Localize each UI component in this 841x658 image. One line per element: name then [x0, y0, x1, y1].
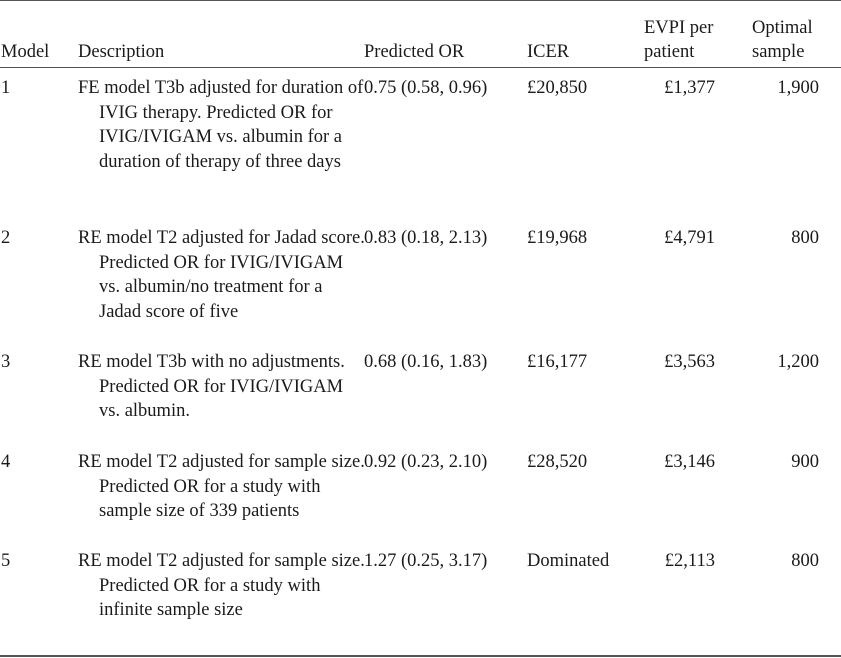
table-top-rule	[0, 0, 841, 1]
row-icer: £19,968	[527, 228, 588, 248]
row-optimal-sample: 800	[791, 228, 819, 248]
header-predicted-or: Predicted OR	[364, 42, 465, 63]
row-description: RE model T2 adjusted for sample size. Predicted OR for a study with sample size of 339 patients	[78, 452, 365, 522]
header-evpi-line2: patient	[644, 42, 695, 63]
header-icer: ICER	[527, 42, 570, 63]
row-model: 2	[1, 228, 11, 248]
header-optimal-line2: sample	[752, 42, 805, 63]
header-evpi	[644, 16, 734, 65]
row-description: RE model T2 adjusted for sample size. Predicted OR for a study with infinite sample size	[78, 551, 365, 621]
row-icer: £20,850	[527, 78, 588, 98]
row-icer: £16,177	[527, 352, 588, 372]
row-evpi: £1,377	[664, 78, 715, 98]
row-predicted-or: 1.27 (0.25, 3.17)	[364, 551, 488, 571]
row-evpi: £2,113	[664, 551, 715, 571]
row-predicted-or: 0.83 (0.18, 2.13)	[364, 228, 488, 248]
header-evpi-line1: EVPI per	[644, 17, 714, 38]
table-bottom-rule	[0, 655, 841, 657]
table-header-row	[0, 9, 841, 65]
header-description: Description	[78, 42, 165, 63]
row-optimal-sample: 1,200	[777, 352, 819, 372]
row-evpi: £3,563	[664, 352, 715, 372]
table-header-rule	[0, 67, 841, 68]
row-description: RE model T2 adjusted for Jadad score. Predicted OR for IVIG/IVIGAM vs. albumin/no treatment for a Jadad score of five	[78, 228, 365, 322]
row-icer: £28,520	[527, 452, 588, 472]
row-predicted-or: 0.75 (0.58, 0.96)	[364, 78, 488, 98]
row-predicted-or: 0.92 (0.23, 2.10)	[364, 452, 488, 472]
row-model: 1	[1, 78, 11, 98]
row-description: FE model T3b adjusted for duration of IVIG therapy. Predicted OR for IVIG/IVIGAM vs. albumin for a duration of therapy of three days	[78, 78, 364, 172]
header-optimal-sample	[752, 16, 822, 65]
row-icer: Dominated	[527, 551, 610, 571]
row-evpi: £4,791	[664, 228, 715, 248]
row-optimal-sample: 800	[791, 551, 819, 571]
header-model: Model	[1, 42, 50, 63]
header-optimal-line1: Optimal	[752, 17, 813, 38]
row-description: RE model T3b with no adjustments. Predicted OR for IVIG/IVIGAM vs. albumin.	[78, 352, 345, 422]
row-optimal-sample: 1,900	[777, 78, 819, 98]
row-evpi: £3,146	[664, 452, 715, 472]
row-model: 5	[1, 551, 11, 571]
row-optimal-sample: 900	[791, 452, 819, 472]
row-predicted-or: 0.68 (0.16, 1.83)	[364, 352, 488, 372]
row-model: 4	[1, 452, 11, 472]
row-model: 3	[1, 352, 11, 372]
